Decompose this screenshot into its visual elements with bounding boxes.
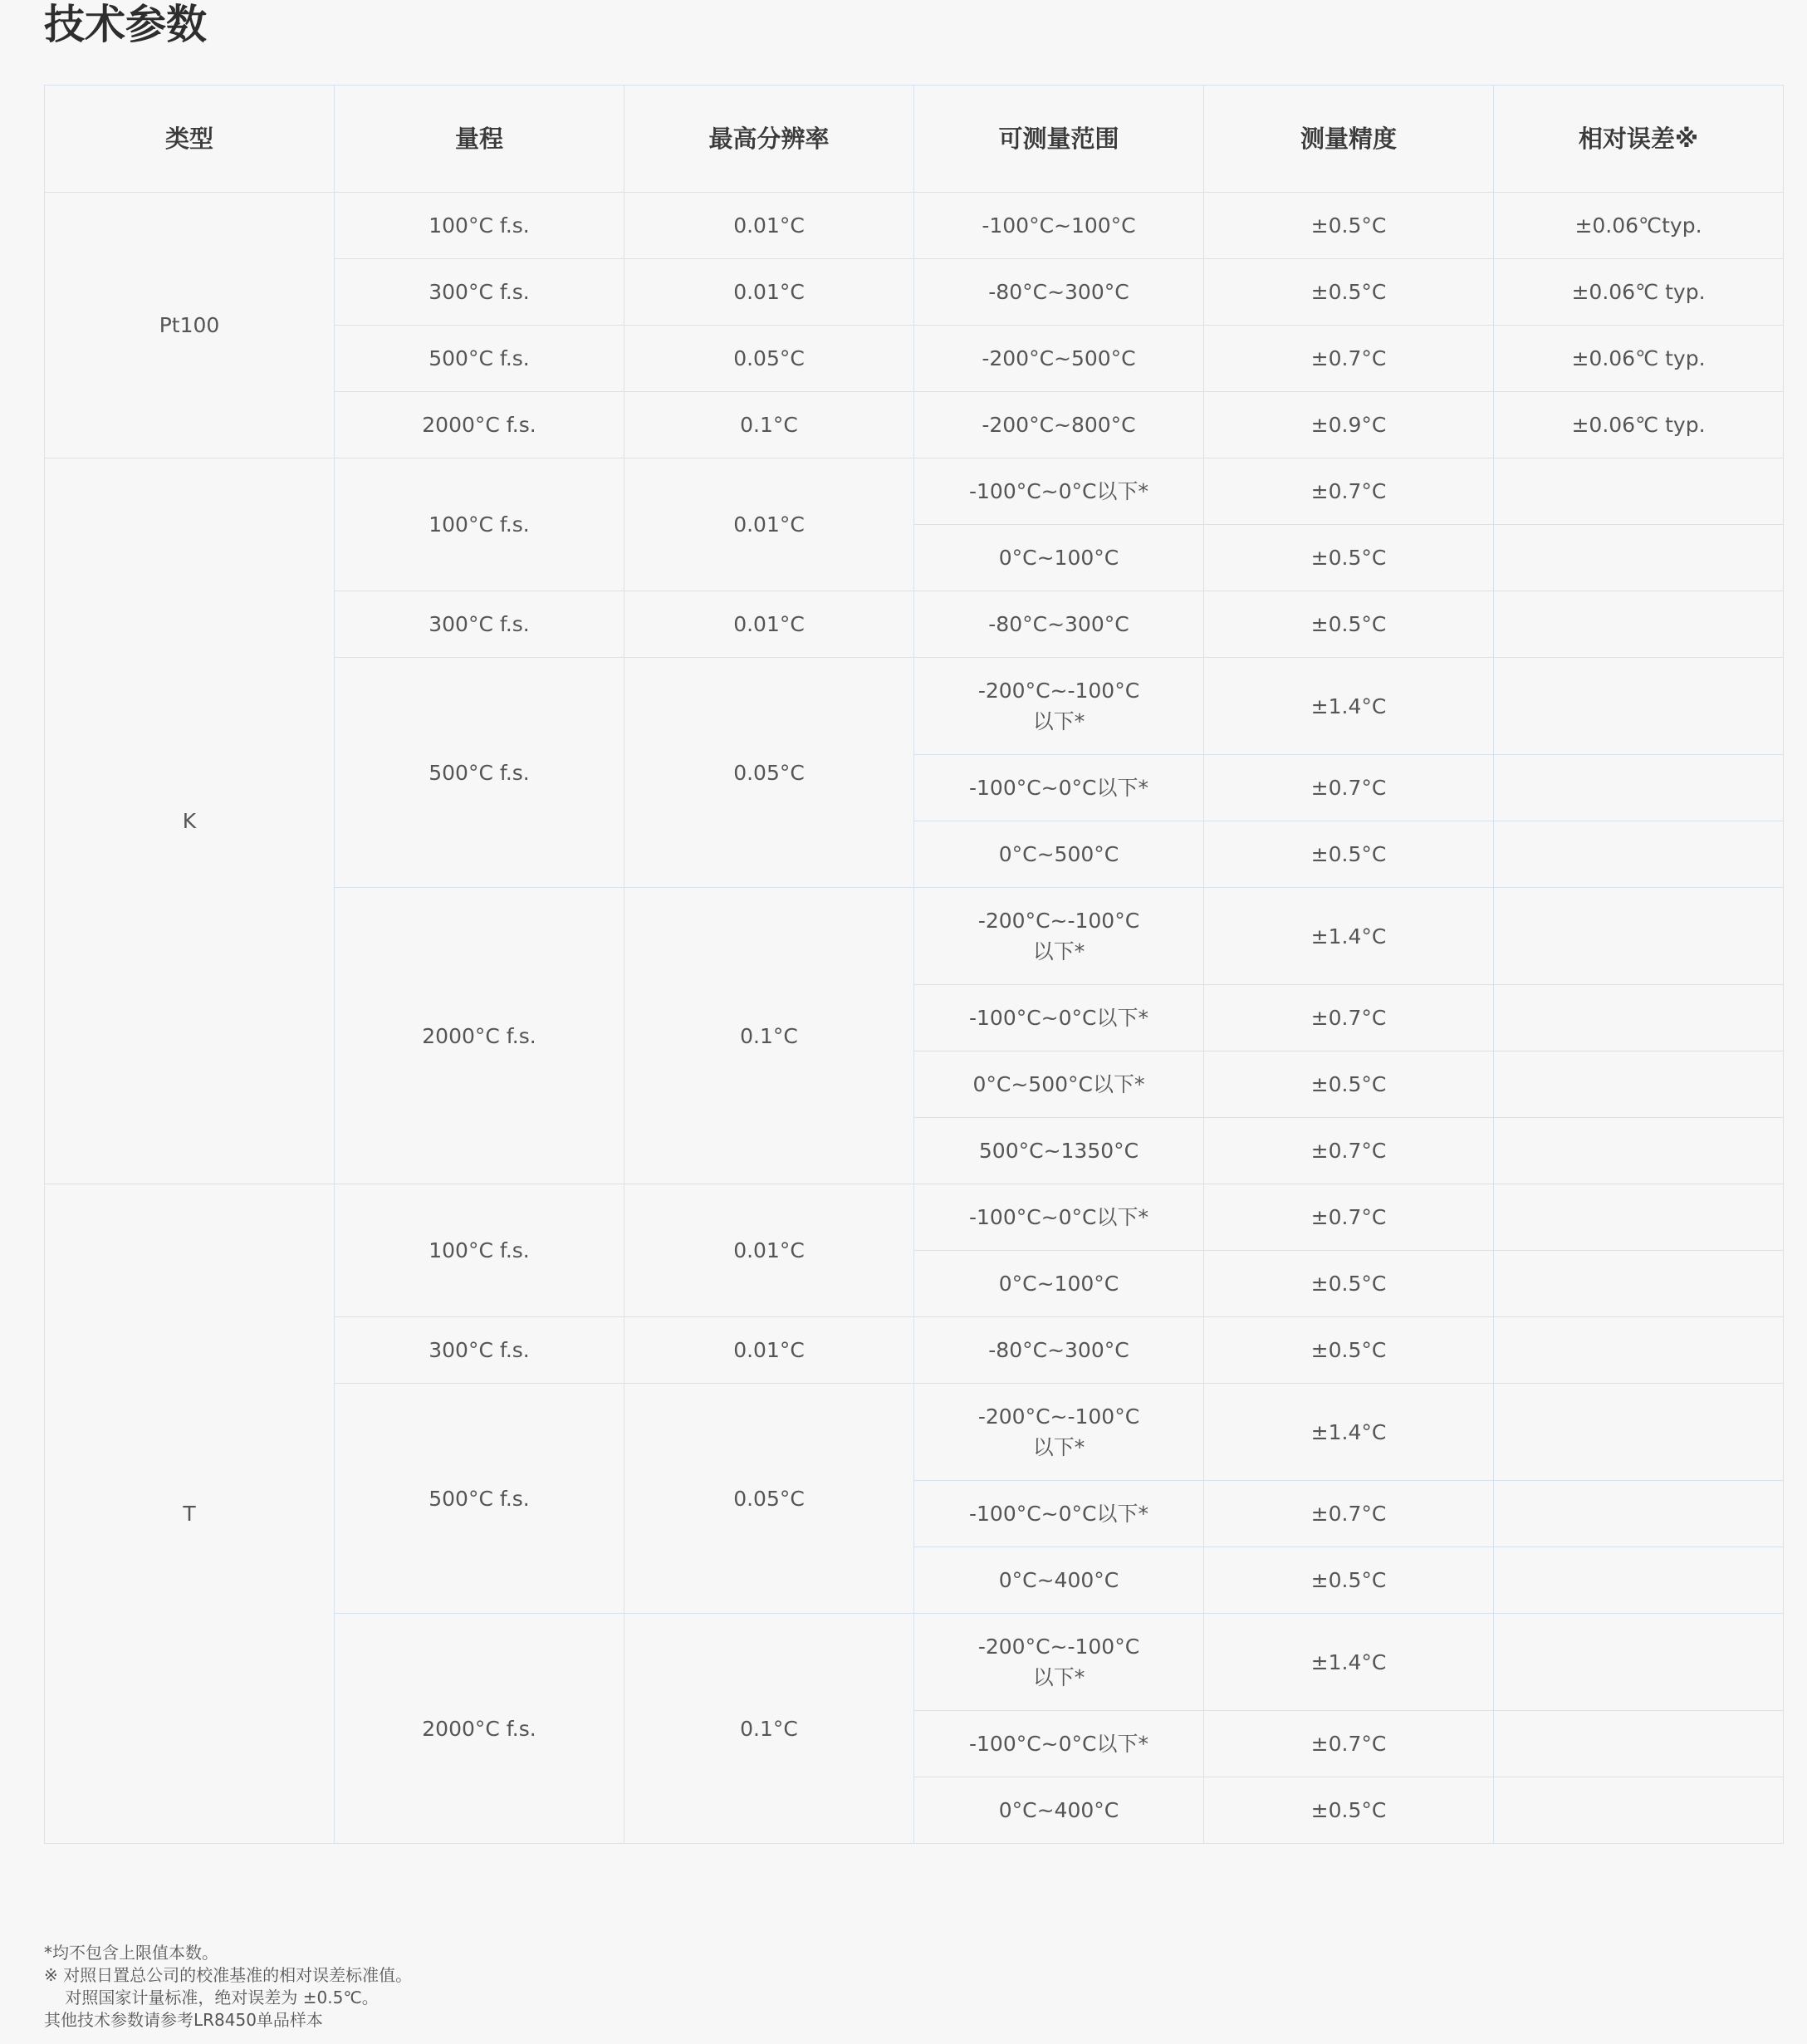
relative-error-cell (1494, 985, 1784, 1051)
relative-error-cell (1494, 1317, 1784, 1384)
measurable-range-cell: -100°C~0°C以下* (914, 458, 1204, 525)
resolution-cell: 0.1°C (624, 1614, 914, 1844)
measurable-range-cell: -100°C~0°C以下* (914, 1184, 1204, 1251)
measurable-range-text: -200°C~-100°C以下* (977, 1635, 1140, 1689)
relative-error-cell (1494, 888, 1784, 985)
resolution-cell: 0.1°C (624, 392, 914, 458)
resolution-cell: 0.01°C (624, 193, 914, 259)
header-relative-error: 相对误差※ (1494, 86, 1784, 193)
relative-error-cell (1494, 1118, 1784, 1184)
relative-error-cell (1494, 658, 1784, 755)
accuracy-cell: ±0.5°C (1204, 591, 1494, 658)
accuracy-cell: ±0.7°C (1204, 1184, 1494, 1251)
table-header-row (45, 86, 1784, 193)
measurable-range-cell: -100°C~100°C (914, 193, 1204, 259)
accuracy-cell: ±0.5°C (1204, 525, 1494, 591)
measurable-range-text: -200°C~-100°C以下* (977, 909, 1140, 963)
header-measurable-range: 可测量范围 (914, 86, 1204, 193)
resolution-cell: 0.1°C (624, 888, 914, 1184)
range-cell: 300°C f.s. (335, 259, 624, 326)
accuracy-cell: ±0.7°C (1204, 985, 1494, 1051)
range-cell: 2000°C f.s. (335, 888, 624, 1184)
measurable-range-cell (914, 1614, 1204, 1711)
relative-error-cell (1494, 1184, 1784, 1251)
accuracy-cell: ±1.4°C (1204, 1384, 1494, 1481)
accuracy-cell: ±0.5°C (1204, 1547, 1494, 1614)
accuracy-cell: ±0.5°C (1204, 193, 1494, 259)
accuracy-cell: ±1.4°C (1204, 888, 1494, 985)
type-cell: K (45, 458, 335, 1184)
relative-error-cell (1494, 1711, 1784, 1777)
resolution-cell: 0.05°C (624, 326, 914, 392)
range-cell: 500°C f.s. (335, 658, 624, 888)
relative-error-cell (1494, 1251, 1784, 1317)
measurable-range-cell: 0°C~400°C (914, 1547, 1204, 1614)
measurable-range-text: -200°C~-100°C以下* (977, 679, 1140, 733)
measurable-range-cell: -100°C~0°C以下* (914, 1711, 1204, 1777)
accuracy-cell: ±0.7°C (1204, 1711, 1494, 1777)
accuracy-cell: ±0.5°C (1204, 1777, 1494, 1844)
range-cell: 300°C f.s. (335, 591, 624, 658)
type-cell: T (45, 1184, 335, 1844)
measurable-range-cell (914, 658, 1204, 755)
accuracy-cell: ±0.7°C (1204, 326, 1494, 392)
footnote-upper-limit: *均不包含上限值本数。 (44, 1943, 218, 1963)
accuracy-cell: ±1.4°C (1204, 658, 1494, 755)
resolution-cell: 0.01°C (624, 1184, 914, 1317)
table-row (45, 458, 1784, 525)
measurable-range-cell: -200°C~500°C (914, 326, 1204, 392)
range-cell: 100°C f.s. (335, 193, 624, 259)
accuracy-cell: ±0.5°C (1204, 821, 1494, 888)
header-range: 量程 (335, 86, 624, 193)
relative-error-cell (1494, 458, 1784, 525)
resolution-cell: 0.01°C (624, 458, 914, 591)
header-type: 类型 (45, 86, 335, 193)
measurable-range-cell: 0°C~100°C (914, 525, 1204, 591)
range-cell: 100°C f.s. (335, 458, 624, 591)
resolution-cell: 0.05°C (624, 658, 914, 888)
measurable-range-cell: -80°C~300°C (914, 259, 1204, 326)
range-cell: 500°C f.s. (335, 326, 624, 392)
accuracy-cell: ±0.7°C (1204, 1481, 1494, 1547)
resolution-cell: 0.05°C (624, 1384, 914, 1614)
table-row (45, 193, 1784, 259)
measurable-range-text: -200°C~-100°C以下* (977, 1404, 1140, 1459)
range-cell: 500°C f.s. (335, 1384, 624, 1614)
range-cell: 100°C f.s. (335, 1184, 624, 1317)
measurable-range-cell: -200°C~800°C (914, 392, 1204, 458)
measurable-range-cell: 0°C~500°C (914, 821, 1204, 888)
footnote-relative-error: ※ 对照日置总公司的校准基准的相对误差标准值。 (44, 1965, 413, 1985)
range-cell: 2000°C f.s. (335, 1614, 624, 1844)
header-resolution: 最高分辨率 (624, 86, 914, 193)
measurable-range-cell: -100°C~0°C以下* (914, 985, 1204, 1051)
accuracy-cell: ±0.5°C (1204, 259, 1494, 326)
range-cell: 2000°C f.s. (335, 392, 624, 458)
footnote-other-specs: 其他技术参数请参考LR8450单品样本 (44, 2010, 323, 2030)
resolution-cell: 0.01°C (624, 259, 914, 326)
relative-error-cell (1494, 1384, 1784, 1481)
relative-error-cell (1494, 1777, 1784, 1844)
accuracy-cell: ±0.7°C (1204, 458, 1494, 525)
relative-error-cell (1494, 1547, 1784, 1614)
measurable-range-cell: 0°C~100°C (914, 1251, 1204, 1317)
relative-error-cell: ±0.06℃ typ. (1494, 392, 1784, 458)
accuracy-cell: ±0.5°C (1204, 1251, 1494, 1317)
measurable-range-cell: -100°C~0°C以下* (914, 755, 1204, 821)
range-cell: 300°C f.s. (335, 1317, 624, 1384)
relative-error-cell (1494, 821, 1784, 888)
measurable-range-cell (914, 888, 1204, 985)
resolution-cell: 0.01°C (624, 591, 914, 658)
relative-error-cell (1494, 1614, 1784, 1711)
page-title: 技术参数 (44, 1, 208, 48)
relative-error-cell: ±0.06℃ typ. (1494, 259, 1784, 326)
footnotes (44, 1942, 412, 2032)
relative-error-cell (1494, 1481, 1784, 1547)
resolution-cell: 0.01°C (624, 1317, 914, 1384)
accuracy-cell: ±0.5°C (1204, 1051, 1494, 1118)
accuracy-cell: ±1.4°C (1204, 1614, 1494, 1711)
relative-error-cell (1494, 591, 1784, 658)
accuracy-cell: ±0.5°C (1204, 1317, 1494, 1384)
accuracy-cell: ±0.9°C (1204, 392, 1494, 458)
relative-error-cell (1494, 1051, 1784, 1118)
measurable-range-cell: -100°C~0°C以下* (914, 1481, 1204, 1547)
measurable-range-cell: 500°C~1350°C (914, 1118, 1204, 1184)
type-cell: Pt100 (45, 193, 335, 458)
table-row (45, 1184, 1784, 1251)
header-accuracy: 测量精度 (1204, 86, 1494, 193)
relative-error-cell (1494, 525, 1784, 591)
relative-error-cell: ±0.06℃ typ. (1494, 326, 1784, 392)
accuracy-cell: ±0.7°C (1204, 1118, 1494, 1184)
measurable-range-cell: -80°C~300°C (914, 591, 1204, 658)
measurable-range-cell: 0°C~400°C (914, 1777, 1204, 1844)
accuracy-cell: ±0.7°C (1204, 755, 1494, 821)
footnote-absolute-error: 对照国家计量标准，绝对误差为 ±0.5℃。 (44, 1988, 379, 2007)
measurable-range-cell: 0°C~500°C以下* (914, 1051, 1204, 1118)
spec-table (44, 85, 1784, 1844)
relative-error-cell (1494, 755, 1784, 821)
measurable-range-cell: -80°C~300°C (914, 1317, 1204, 1384)
measurable-range-cell (914, 1384, 1204, 1481)
relative-error-cell: ±0.06℃typ. (1494, 193, 1784, 259)
